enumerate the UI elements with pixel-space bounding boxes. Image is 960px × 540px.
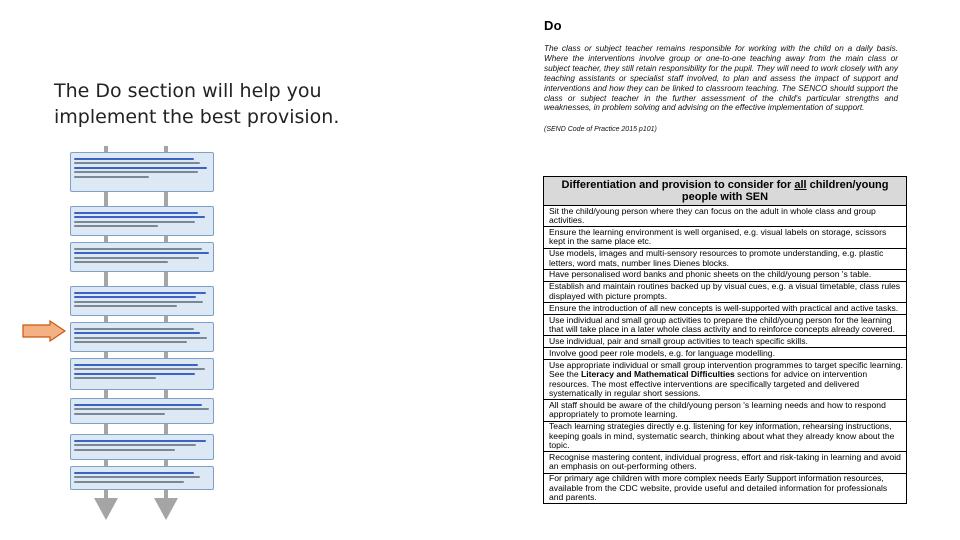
flow-text-line: [74, 444, 196, 446]
flow-text-line: [74, 176, 149, 178]
table-cell: Use individual, pair and small group activities to teach specific skills.: [544, 336, 907, 348]
table-row: [544, 269, 907, 281]
flow-text-line: [74, 248, 202, 250]
differentiation-table: [543, 176, 907, 504]
doc-source: (SEND Code of Practice 2015 p101): [544, 126, 657, 133]
flow-text-line: [74, 328, 194, 330]
table-row: [544, 348, 907, 360]
flowchart: [62, 146, 222, 522]
flow-text-line: [74, 332, 200, 334]
table-cell: Use individual and small group activities to prepare the child/young person for the learning that will take place in a later whole class activity and to reinforce concepts already covered.: [544, 315, 907, 336]
flow-down-arrow-right: [154, 498, 178, 520]
table-cell: Ensure the introduction of all new concepts is well-supported with practical and active tasks.: [544, 303, 907, 315]
flow-text-line: [74, 341, 187, 343]
flow-box-1: [70, 152, 214, 192]
flow-text-line: [74, 158, 194, 160]
table-row: [544, 281, 907, 302]
flow-text-line: [74, 377, 156, 379]
flow-box-4: [70, 286, 214, 316]
table-row: [544, 315, 907, 336]
flow-text-line: [74, 373, 195, 375]
doc-paragraph: The class or subject teacher remains responsible for working with the child on a daily basis. Where the interventions involve group or one-to-one teaching away from the main class or subject teacher, they still retain responsibility for the pupil. They will need to work closely with any teaching assistants or specialist staff involved, to plan and assess the impact of support and interventions and how they can be linked to classroom teaching. The SENCO should support the class or subject teacher in the further assessment of the child's particular strengths and weaknesses, in problem solving and advising on the effective implementation of support.: [544, 44, 898, 113]
flow-text-line: [74, 481, 184, 483]
table-cell: All staff should be aware of the child/young person 's learning needs and how to respond appropriately to promote learning.: [544, 400, 907, 421]
table-row: [544, 400, 907, 421]
table-cell: Use appropriate individual or small group intervention programmes to target specific learning. See the Literacy and Mathematical Difficulties sections for advice on intervention resources. The most effective interventions are specifically targeted and delivered systematically in regular short sessions.: [544, 360, 907, 400]
flow-text-line: [74, 162, 200, 164]
doc-title: Do: [544, 18, 562, 33]
table-row: [544, 421, 907, 452]
flow-text-line: [74, 167, 207, 169]
flow-text-line: [74, 408, 209, 410]
flow-text-line: [74, 404, 202, 406]
table-row: [544, 360, 907, 400]
flow-box-5: [70, 322, 214, 352]
flow-text-line: [74, 292, 206, 294]
table-cell: Establish and maintain routines backed up by visual cues, e.g. a visual timetable, class rules displayed with picture prompts.: [544, 281, 907, 302]
table-row: [544, 336, 907, 348]
flow-text-line: [74, 449, 175, 451]
slide-caption: The Do section will help you implement the best provision.: [54, 80, 340, 128]
flow-text-line: [74, 440, 206, 442]
flow-text-line: [74, 225, 158, 227]
table-row: [544, 206, 907, 227]
table-cell: Teach learning strategies directly e.g. listening for key information, rehearsing instructions, keeping goals in mind, systematic search, thinking about what they already know about the topic.: [544, 421, 907, 452]
table-cell: Have personalised word banks and phonic sheets on the child/young person 's table.: [544, 269, 907, 281]
table-cell: Recognise mastering content, individual progress, effort and risk-taking in learning and avoid an emphasis on out-performing others.: [544, 452, 907, 473]
flow-text-line: [74, 257, 199, 259]
flow-text-line: [74, 261, 168, 263]
table-cell: For primary age children with more complex needs Early Support information resources, available from the CDC website, provide useful and detailed information for professionals and parents.: [544, 473, 907, 504]
flow-text-line: [74, 221, 195, 223]
flow-text-line: [74, 212, 198, 214]
table-row: [544, 473, 907, 504]
flow-text-line: [74, 476, 200, 478]
flow-text-line: [74, 364, 198, 366]
flow-text-line: [74, 472, 194, 474]
pointer-arrow-icon: [22, 320, 66, 342]
table-cell: Sit the child/young person where they can focus on the adult in whole class and group activities.: [544, 206, 907, 227]
flow-box-6: [70, 358, 214, 390]
flow-text-line: [74, 301, 203, 303]
flow-text-line: [74, 337, 207, 339]
flow-box-7: [70, 398, 214, 424]
flow-box-2: [70, 206, 214, 236]
flow-down-arrow-left: [94, 498, 118, 520]
table-row: [544, 227, 907, 248]
flow-text-line: [74, 368, 205, 370]
flow-text-line: [74, 305, 177, 307]
flow-text-line: [74, 296, 196, 298]
flow-box-8: [70, 434, 214, 460]
table-row: [544, 303, 907, 315]
flow-text-line: [74, 413, 165, 415]
table-cell: Ensure the learning environment is well organised, e.g. visual labels on storage, scissors kept in the same place etc.: [544, 227, 907, 248]
flow-text-line: [74, 216, 205, 218]
flow-text-line: [74, 252, 209, 254]
table-row: [544, 452, 907, 473]
table-cell: Use models, images and multi-sensory resources to promote understanding, e.g. plastic letters, word mats, number lines Dienes blocks.: [544, 248, 907, 269]
flow-box-3: [70, 242, 214, 272]
table-cell: Involve good peer role models, e.g. for language modelling.: [544, 348, 907, 360]
flow-text-line: [74, 171, 198, 173]
table-row: [544, 248, 907, 269]
flow-box-9: [70, 466, 214, 490]
table-header: Differentiation and provision to consider for all children/young people with SEN: [544, 177, 907, 206]
